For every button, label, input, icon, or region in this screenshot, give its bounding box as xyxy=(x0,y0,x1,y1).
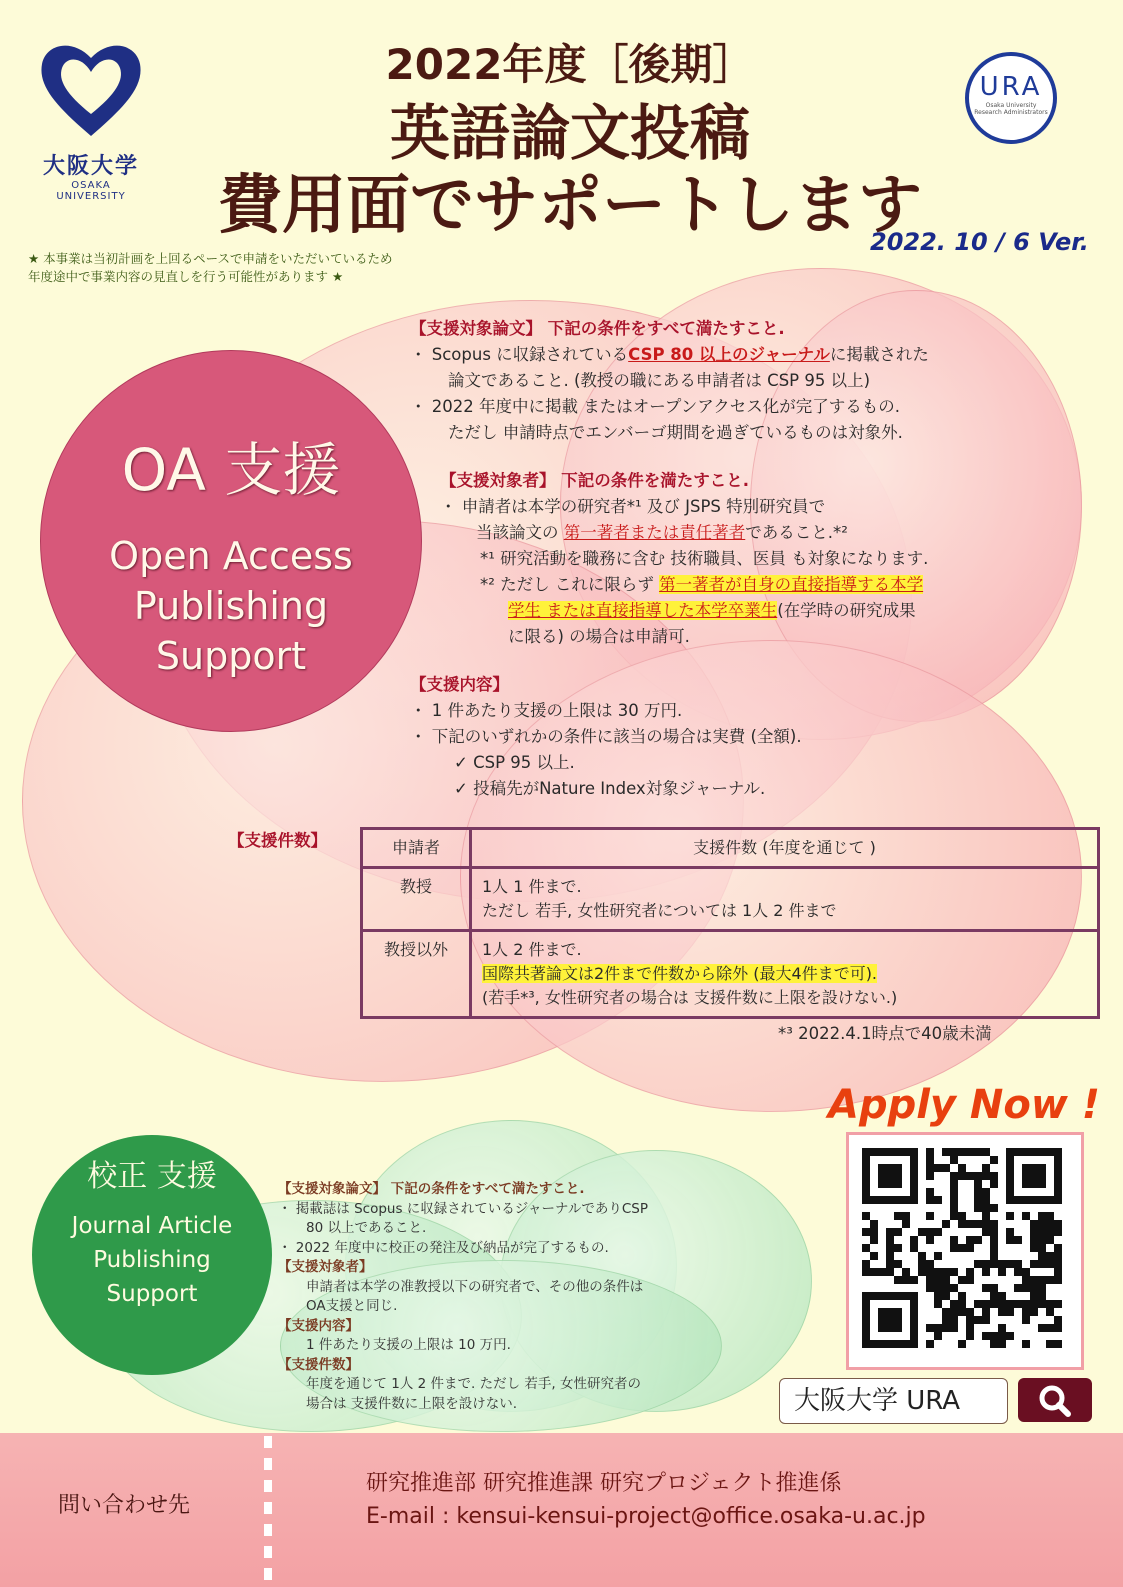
university-name-ja: 大阪大学 xyxy=(42,154,139,179)
oa-target-applicants: 【支援対象者】 下記の条件を満たすこと. ・ 申請者は本学の研究者*¹ 及び JSPS 特別研究員で 当該論文の 第一著者または責任著者であること.*² *¹ 研究活動を職務に含む 技術職員、医員 も対象になります. *² ただし これに限らず 第一著者が自身の直接指導する本学 学生 または直接指導した本学卒業生(在学時の研究成果 に限る) の場合は申請可. xyxy=(440,471,929,646)
search-icon xyxy=(1018,1378,1092,1422)
table-row: 教授以外 1人 2 件まで. 国際共著論文は2件まで件数から除外 (最大4件まで可). (若手*³, 女性研究者の場合は 支援件数に上限を設けない.) xyxy=(362,931,1099,1018)
contact-label: 問い合わせ先 xyxy=(58,1493,191,1518)
university-name-en: OSAKA UNIVERSITY xyxy=(56,180,126,202)
ura-logo-sub: Research Administrators xyxy=(974,109,1048,116)
oa-subtitle: Open Access Publishing Support xyxy=(109,534,353,678)
ura-logo-text: URA xyxy=(979,72,1043,102)
table-header-row: 申請者 支援件数 (年度を通じて ) xyxy=(362,829,1099,868)
osaka-university-logo xyxy=(36,36,146,202)
contact-department: 研究推進部 研究推進課 研究プロジェクト推進係 xyxy=(366,1471,842,1496)
footnote-age: *³ 2022.4.1時点で40歳未満 xyxy=(778,1024,992,1043)
title-sub: 費用面でサポートします xyxy=(218,169,922,243)
contact-email[interactable]: E-mail : kensui-kensui-project@office.osaka-u.ac.jp xyxy=(366,1504,926,1529)
oa-title: OA 支援 xyxy=(121,436,341,504)
version-label: 2022. 10 / 6 Ver. xyxy=(870,228,1089,256)
ura-logo-sub: Osaka University xyxy=(985,102,1037,109)
title-year: 2022年度［後期］ xyxy=(385,40,755,89)
proof-subtitle: Journal Article Publishing Support xyxy=(71,1213,233,1307)
proof-details: 【支援対象論文】 下記の条件をすべて満たすこと. ・ 掲載誌は Scopus に収録されているジャーナルでありCSP 80 以上であること. ・ 2022 年度中に校正の発注及び納品が完了するもの. 【支援対象者】 申請者は本学の准教授以下の研究者で、その他の条件は OA支援と同じ. 【支援内容】 1 件あたり支援の上限は 10 万円. 【支援件数】 年度を通じて 1人 2 件まで. ただし 若手, 女性研究者の 場合は 支援件数に上限を設けない. xyxy=(278,1181,648,1412)
qr-code-icon xyxy=(849,1135,1075,1361)
proofreading-support-badge xyxy=(32,1135,272,1375)
footer-divider xyxy=(264,1436,272,1584)
proof-title: 校正 支援 xyxy=(87,1159,217,1194)
support-count-label: 【支援件数】 xyxy=(228,831,327,850)
support-count-table xyxy=(360,827,1100,1019)
notice: ★ 本事業は当初計画を上回るペースで申請をいただいているため 年度途中で事業内容の見直しを行う可能性があります ★ xyxy=(28,251,393,284)
university-emblem-icon xyxy=(36,36,146,141)
ura-logo xyxy=(965,52,1057,144)
oa-support-badge xyxy=(40,350,422,732)
oa-support-content: 【支援内容】 ・ 1 件あたり支援の上限は 30 万円. ・ 下記のいずれかの条件に該当の場合は実費 (全額). ✓ CSP 95 以上. ✓ 投稿先がNature Index対象ジャーナル. xyxy=(410,675,802,798)
search-input[interactable]: 大阪大学 URA xyxy=(779,1378,1008,1424)
search-button[interactable] xyxy=(1018,1378,1092,1422)
apply-now-label: Apply Now ! xyxy=(828,1082,1101,1128)
oa-target-papers: 【支援対象論文】 下記の条件をすべて満たすこと. ・ Scopus に収録されているCSP 80 以上のジャーナルに掲載された 論文であること. (教授の職にある申請者は CSP 95 以上) ・ 2022 年度中に掲載 またはオープンアクセス化が完了するもの. ただし 申請時点でエンバーゴ期間を過ぎているものは対象外. xyxy=(410,319,929,442)
title-main: 英語論文投稿 xyxy=(390,99,750,169)
qr-code[interactable] xyxy=(846,1132,1084,1370)
table-row: 教授 1人 1 件まで. ただし 若手, 女性研究者については 1人 2 件まで xyxy=(362,868,1099,931)
